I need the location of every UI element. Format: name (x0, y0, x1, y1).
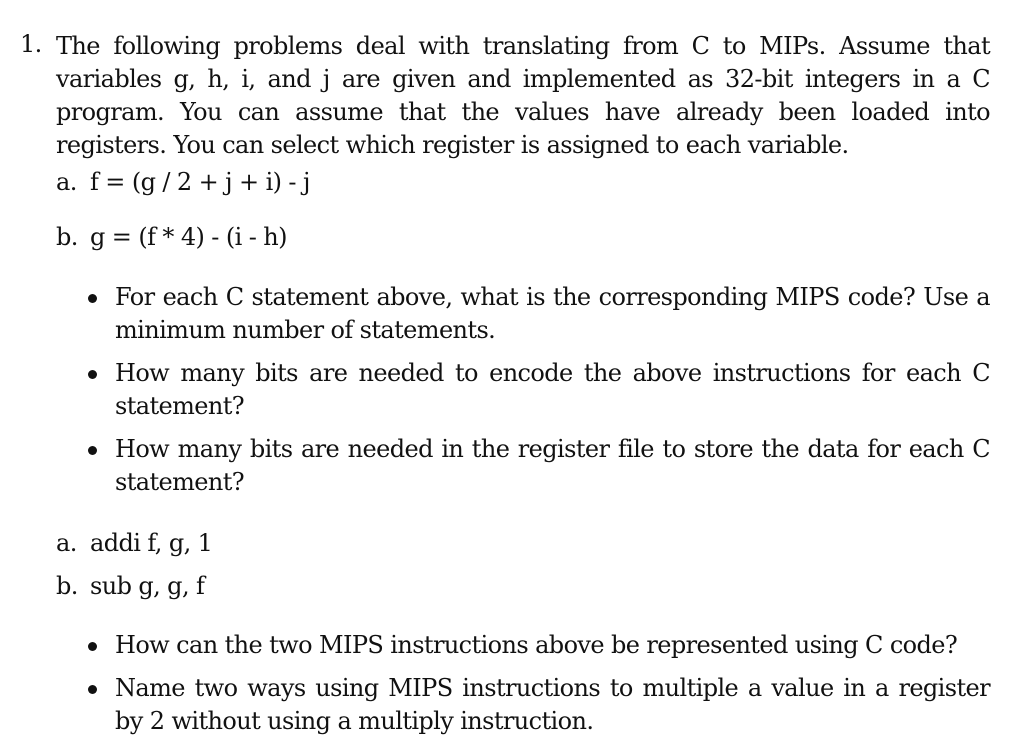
problem-number: 1. (20, 30, 42, 58)
part1-questions (20, 281, 990, 499)
question-item (115, 672, 990, 738)
statement-text: addi f, g, 1 (90, 529, 213, 557)
question-text: How many bits are needed to encode the above instructions for each C statement? (115, 359, 990, 420)
mips-statement-b (56, 570, 990, 603)
statement-text: g = (f * 4) - (i - h) (90, 223, 287, 251)
bullet-icon (88, 685, 97, 694)
question-text: How can the two MIPS instructions above be represented using C code? (115, 631, 958, 659)
question-item (115, 281, 990, 347)
c-statement-a (56, 166, 990, 199)
question-item (115, 433, 990, 499)
question-text: How many bits are needed in the register file to store the data for each C statement? (115, 435, 990, 496)
mips-statement-a (56, 527, 990, 560)
statement-letter: b. (56, 572, 78, 600)
question-text: Name two ways using MIPS instructions to multiple a value in a register by 2 without using a multiply instruction. (115, 674, 990, 735)
statement-letter: a. (56, 529, 77, 557)
question-item (115, 357, 990, 423)
bullet-icon (88, 642, 97, 651)
statement-letter: a. (56, 168, 77, 196)
c-statements-list (20, 166, 990, 254)
bullet-icon (88, 370, 97, 379)
c-statement-b (56, 221, 990, 254)
question-text: For each C statement above, what is the corresponding MIPS code? Use a minimum number of statements. (115, 283, 990, 344)
statement-text: sub g, g, f (90, 572, 205, 600)
problem-intro: The following problems deal with translating from C to MIPs. Assume that variables g, h, i, and j are given and implemented as 32-bit integers in a C program. You can assume that the values have already been loaded into registers. You can select which register is assigned to each variable. (56, 32, 990, 159)
statement-text: f = (g / 2 + j + i) - j (90, 168, 310, 196)
mips-statements-list (20, 527, 990, 603)
bullet-icon (88, 446, 97, 455)
question-item (115, 629, 990, 662)
statement-letter: b. (56, 223, 78, 251)
part2-questions (20, 629, 990, 738)
problem-1 (20, 30, 990, 738)
bullet-icon (88, 294, 97, 303)
